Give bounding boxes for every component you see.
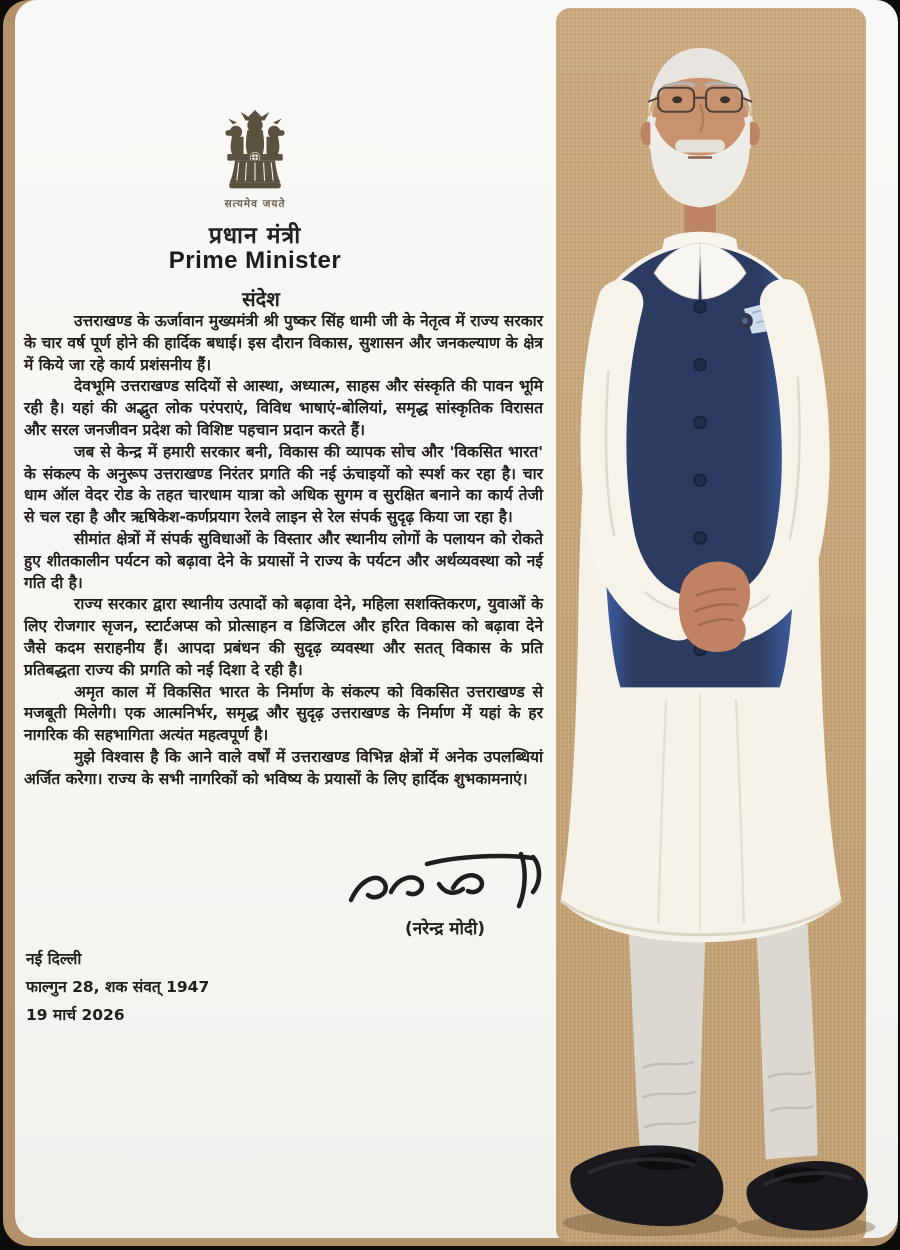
letter-paragraph: सीमांत क्षेत्रों में संपर्क सुविधाओं के विस्तार और स्थानीय लोगों के पलायन को रोकते हुए शीतकालीन पर्यटन को बढ़ावा देने के प्रयासों ने राज्य के पर्यटन और अर्थव्यवस्था को नई गति दी है।	[24, 529, 543, 592]
letter-paragraph: जब से केन्द्र में हमारी सरकार बनी, विकास की व्यापक सोच और 'विकसित भारत' के संकल्प के अनुरूप उत्तराखण्ड निरंतर प्रगति की नई ऊंचाइयों को स्पर्श कर रहा है। चार धाम ऑल वेदर रोड के तहत चारधाम यात्रा को अधिक सुगम व सुरक्षित बनाने का कार्य तेजी से चल रहा है और ऋषिकेश-कर्णप्रयाग रेलवे लाइन से रेल संपर्क सुदृढ़ किया जा रहा है।	[24, 442, 543, 527]
letter-paragraph: देवभूमि उत्तराखण्ड सदियों से आस्था, अध्यात्म, साहस और संस्कृति की पावन भूमि रही है। यहां की अद्भुत लोक परंपराएं, विविध भाषाएं-बोलियां, समृद्ध सांस्कृतिक विरासत और सरल जनजीवन प्रदेश को विशिष्ट पहचान प्रदान करते हैं।	[24, 377, 543, 439]
letter-paragraph: अमृत काल में विकसित भारत के निर्माण के संकल्प को विकसित उत्तराखण्ड से मजबूती मिलेगी। एक आत्मनिर्भर, समृद्ध और सुदृढ़ उत्तराखण्ड के निर्माण में यहां के हर नागरिक की सहभागिता अत्यंत महत्वपूर्ण है।	[24, 682, 543, 745]
letter-body	[24, 311, 543, 791]
signature-image	[335, 848, 560, 916]
letter-date-gregorian: 19 मार्च 2026	[26, 1006, 125, 1024]
letter-paragraph: मुझे विश्वास है कि आने वाले वर्षों में उत्तराखण्ड विभिन्न क्षेत्रों में अनेक उपलब्धियां अर्जित करेगा। राज्य के सभी नागरिकों को भविष्य के प्रयासों के लिए हार्दिक शुभकामनाएं।	[24, 747, 543, 788]
letter-date-saka: फाल्गुन 28, शक संवत् 1947	[26, 978, 210, 996]
letter-paragraph: राज्य सरकार द्वारा स्थानीय उत्पादों को बढ़ावा देने, महिला सशक्तिकरण, युवाओं के लिए रोजगार सृजन, स्टार्टअप्स को प्रोत्साहन व डिजिटल और हरित विकास को बढ़ावा देने जैसे कदम सराहनीय हैं। आपदा प्रबंधन की सुदृढ़ व्यवस्था और सतत् विकास के प्रति प्रतिबद्धता राज्य की प्रगति को नई दिशा दे रही है।	[24, 595, 543, 679]
signer-name: (नरेन्द्र मोदी)	[404, 919, 486, 939]
pm-portrait	[548, 42, 900, 1247]
letter-heading: संदेश	[242, 287, 280, 311]
national-emblem-icon	[207, 110, 303, 196]
letter-place: नई दिल्ली	[26, 950, 82, 968]
title-english: Prime Minister	[168, 247, 342, 274]
emblem-motto: सत्यमेव जयते	[224, 198, 286, 210]
letter-paragraph: उत्तराखण्ड के ऊर्जावान मुख्यमंत्री श्री पुष्कर सिंह धामी जी के नेतृत्व में राज्य सरकार के चार वर्ष पूर्ण होने की हार्दिक बधाई। इस दौरान विकास, सुशासन और जनकल्याण के क्षेत्र में किये जा रहे कार्य प्रशंसनीय हैं।	[24, 312, 543, 374]
title-hindi: प्रधान मंत्री	[208, 223, 302, 249]
